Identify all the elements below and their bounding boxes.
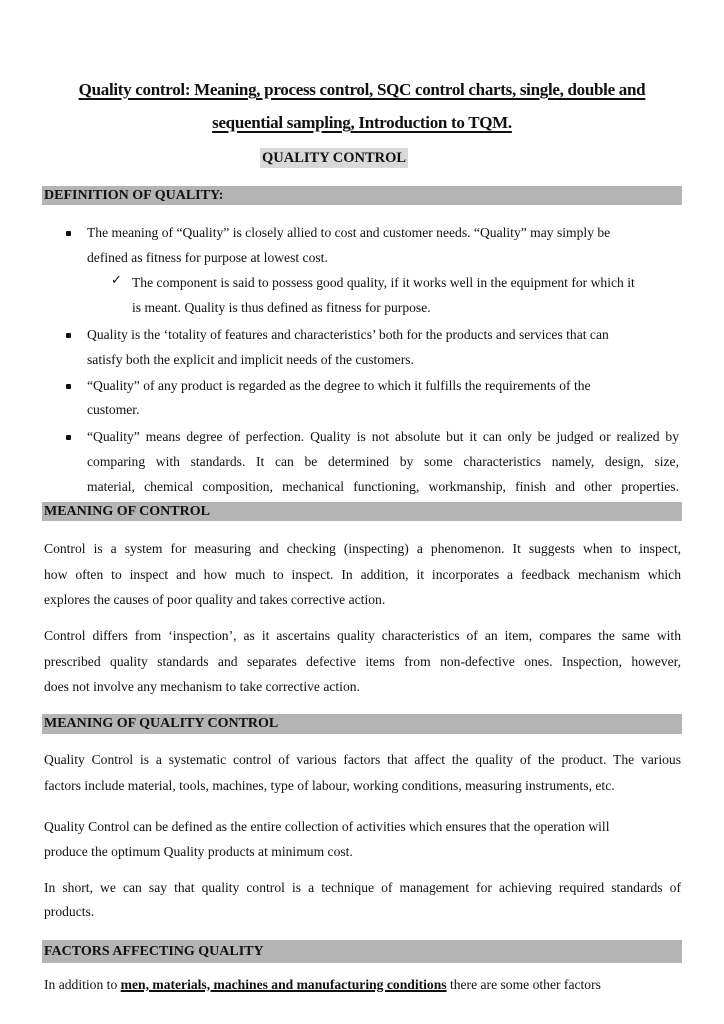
document-title-line-1: Quality control: Meaning, process control, SQC control charts, single, double and <box>78 80 646 99</box>
paragraph-line: In short, we can say that quality control is a technique of management for achieving required standards of <box>44 880 681 895</box>
paragraph-line: how often to inspect and how much to inspect. In addition, it incorporates a feedback mechanism which <box>44 567 681 582</box>
section-heading-factors-affecting-quality: FACTORS AFFECTING QUALITY <box>42 940 682 963</box>
emphasized-text: men, materials, machines and manufacturing conditions <box>120 977 447 992</box>
list-item-text: is meant. Quality is thus defined as fitness for purpose. <box>132 300 431 315</box>
section-heading-definition-of-quality: DEFINITION OF QUALITY: <box>42 186 682 205</box>
list-item-text: “Quality” means degree of perfection. Quality is not absolute but it can only be judged or realized by <box>87 429 679 444</box>
list-item-text: defined as fitness for purpose at lowest cost. <box>87 250 328 265</box>
bullet-icon <box>66 333 71 338</box>
paragraph-line: Quality Control is a systematic control of various factors that affect the quality of the product. The various <box>44 752 681 767</box>
list-item-text: comparing with standards. It can be determined by some characteristics namely, design, size, <box>87 454 679 469</box>
text-prefix: In addition to <box>44 977 121 992</box>
paragraph-line: produce the optimum Quality products at minimum cost. <box>44 844 353 859</box>
text-suffix: there are some other factors <box>446 977 601 992</box>
list-item-text: “Quality” of any product is regarded as the degree to which it fulfills the requirements of the <box>87 378 591 393</box>
page-subheading: QUALITY CONTROL <box>262 150 407 166</box>
list-item-text: Quality is the ‘totality of features and characteristics’ both for the products and services that can <box>87 327 609 342</box>
bullet-icon <box>66 384 71 389</box>
list-item-text: customer. <box>87 402 140 417</box>
checkmark-icon: ✓ <box>111 273 122 288</box>
paragraph-line: prescribed quality standards and separates defective items from non-defective ones. Inspection, however, <box>44 654 681 669</box>
section-heading-meaning-of-quality-control: MEANING OF QUALITY CONTROL <box>42 714 682 734</box>
paragraph-line: Control differs from ‘inspection’, as it ascertains quality characteristics of an item, compares the same with <box>44 628 681 643</box>
bullet-icon <box>66 435 71 440</box>
list-item-text: The component is said to possess good quality, if it works well in the equipment for which it <box>132 275 635 290</box>
document-title-line-2: sequential sampling, Introduction to TQM. <box>212 113 512 132</box>
paragraph-line: Control is a system for measuring and checking (inspecting) a phenomenon. It suggests when to inspect, <box>44 541 681 556</box>
bullet-icon <box>66 231 71 236</box>
list-item-text: satisfy both the explicit and implicit needs of the customers. <box>87 352 414 367</box>
list-item-text: The meaning of “Quality” is closely allied to cost and customer needs. “Quality” may simply be <box>87 225 611 240</box>
list-item-text: material, chemical composition, mechanical functioning, workmanship, finish and other properties. <box>87 479 679 494</box>
paragraph-line: explores the causes of poor quality and takes corrective action. <box>44 592 386 607</box>
paragraph-line: Quality Control can be defined as the entire collection of activities which ensures that the operation will <box>44 819 610 834</box>
paragraph-line: products. <box>44 904 95 919</box>
paragraph-line <box>44 976 601 994</box>
section-heading-meaning-of-control: MEANING OF CONTROL <box>42 502 682 521</box>
paragraph-line: does not involve any mechanism to take corrective action. <box>44 679 360 694</box>
paragraph-line: factors include material, tools, machines, type of labour, working conditions, measuring instruments, etc. <box>44 778 615 793</box>
